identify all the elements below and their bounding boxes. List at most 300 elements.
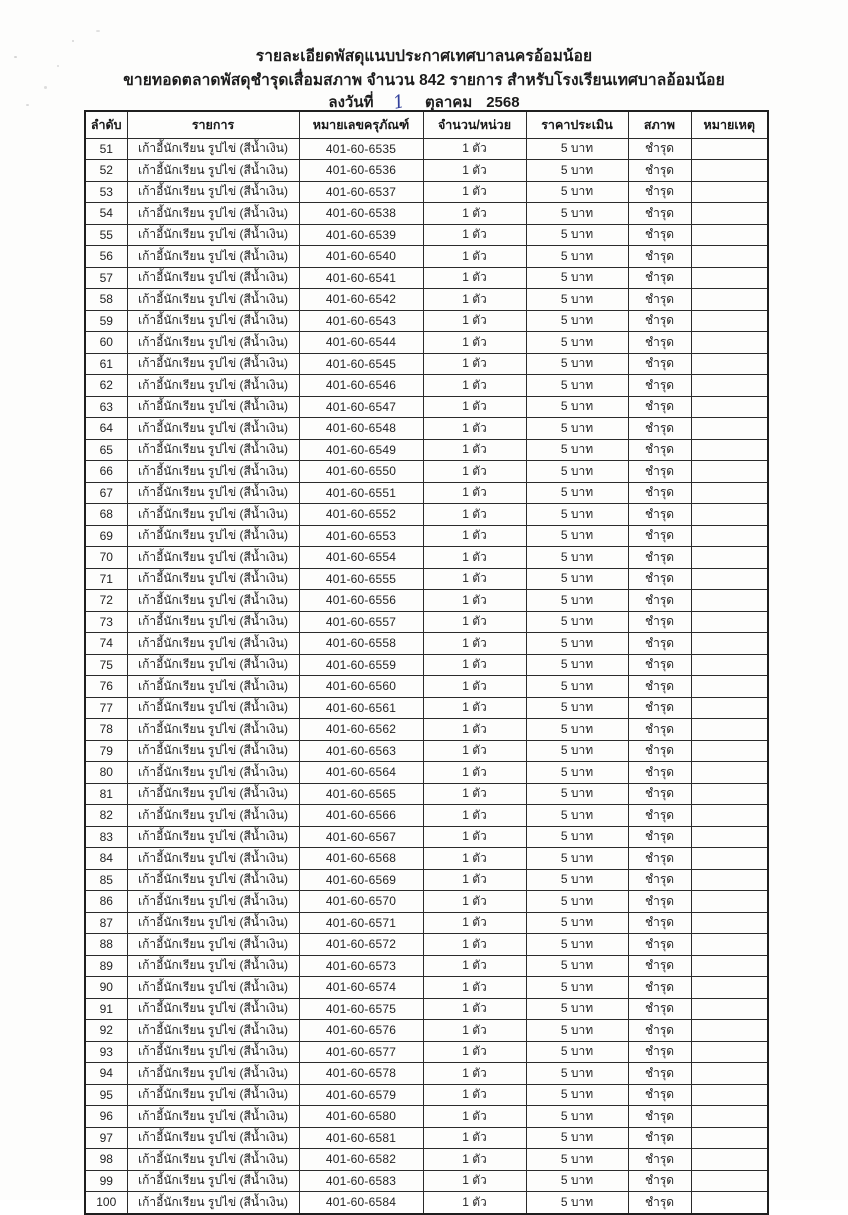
cell-row-number: 57 [85,267,127,289]
cell-asset-number: 401-60-6581 [299,1127,423,1149]
cell-condition: ชำรุด [628,1192,691,1214]
cell-item-name: เก้าอี้นักเรียน รูปไข่ (สีน้ำเงิน) [127,332,299,354]
cell-row-number: 74 [85,633,127,655]
cell-condition: ชำรุด [628,246,691,268]
cell-item-name: เก้าอี้นักเรียน รูปไข่ (สีน้ำเงิน) [127,1041,299,1063]
cell-row-number: 98 [85,1149,127,1171]
cell-price: 5 บาท [526,504,628,526]
cell-item-name: เก้าอี้นักเรียน รูปไข่ (สีน้ำเงิน) [127,719,299,741]
cell-item-name: เก้าอี้นักเรียน รูปไข่ (สีน้ำเงิน) [127,138,299,160]
table-row [85,1084,768,1106]
cell-note [691,611,768,633]
cell-asset-number: 401-60-6566 [299,805,423,827]
table-row [85,267,768,289]
cell-row-number: 76 [85,676,127,698]
cell-quantity: 1 ตัว [423,267,526,289]
cell-item-name: เก้าอี้นักเรียน รูปไข่ (สีน้ำเงิน) [127,461,299,483]
cell-asset-number: 401-60-6548 [299,418,423,440]
cell-price: 5 บาท [526,934,628,956]
cell-price: 5 บาท [526,654,628,676]
cell-quantity: 1 ตัว [423,654,526,676]
cell-item-name: เก้าอี้นักเรียน รูปไข่ (สีน้ำเงิน) [127,310,299,332]
table-row [85,504,768,526]
cell-note [691,1192,768,1214]
cell-quantity: 1 ตัว [423,310,526,332]
cell-quantity: 1 ตัว [423,740,526,762]
cell-quantity: 1 ตัว [423,590,526,612]
cell-note [691,267,768,289]
cell-condition: ชำรุด [628,762,691,784]
cell-row-number: 78 [85,719,127,741]
cell-note [691,805,768,827]
cell-quantity: 1 ตัว [423,1149,526,1171]
cell-row-number: 72 [85,590,127,612]
cell-note [691,934,768,956]
cell-row-number: 58 [85,289,127,311]
cell-item-name: เก้าอี้นักเรียน รูปไข่ (สีน้ำเงิน) [127,934,299,956]
cell-asset-number: 401-60-6561 [299,697,423,719]
cell-row-number: 62 [85,375,127,397]
table-row [85,719,768,741]
cell-condition: ชำรุด [628,353,691,375]
cell-note [691,912,768,934]
cell-quantity: 1 ตัว [423,719,526,741]
cell-quantity: 1 ตัว [423,1127,526,1149]
cell-note [691,783,768,805]
cell-condition: ชำรุด [628,977,691,999]
table-row [85,1041,768,1063]
cell-row-number: 89 [85,955,127,977]
table-row [85,160,768,182]
cell-row-number: 66 [85,461,127,483]
table-row [85,289,768,311]
cell-price: 5 บาท [526,396,628,418]
cell-price: 5 บาท [526,891,628,913]
cell-note [691,1106,768,1128]
cell-quantity: 1 ตัว [423,1106,526,1128]
cell-item-name: เก้าอี้นักเรียน รูปไข่ (สีน้ำเงิน) [127,783,299,805]
table-row [85,869,768,891]
cell-price: 5 บาท [526,482,628,504]
table-row [85,246,768,268]
date-label: ลงวันที่ [328,94,374,111]
cell-note [691,418,768,440]
cell-condition: ชำรุด [628,1170,691,1192]
cell-quantity: 1 ตัว [423,1063,526,1085]
cell-item-name: เก้าอี้นักเรียน รูปไข่ (สีน้ำเงิน) [127,633,299,655]
cell-note [691,676,768,698]
cell-item-name: เก้าอี้นักเรียน รูปไข่ (สีน้ำเงิน) [127,697,299,719]
cell-asset-number: 401-60-6560 [299,676,423,698]
cell-price: 5 บาท [526,1192,628,1214]
cell-quantity: 1 ตัว [423,396,526,418]
cell-row-number: 94 [85,1063,127,1085]
cell-quantity: 1 ตัว [423,482,526,504]
table-row [85,912,768,934]
cell-item-name: เก้าอี้นักเรียน รูปไข่ (สีน้ำเงิน) [127,848,299,870]
cell-price: 5 บาท [526,633,628,655]
cell-condition: ชำรุด [628,1106,691,1128]
cell-row-number: 59 [85,310,127,332]
cell-row-number: 93 [85,1041,127,1063]
cell-price: 5 บาท [526,826,628,848]
cell-row-number: 86 [85,891,127,913]
cell-note [691,1041,768,1063]
cell-item-name: เก้าอี้นักเรียน รูปไข่ (สีน้ำเงิน) [127,160,299,182]
cell-asset-number: 401-60-6553 [299,525,423,547]
cell-asset-number: 401-60-6549 [299,439,423,461]
cell-condition: ชำรุด [628,912,691,934]
cell-row-number: 79 [85,740,127,762]
cell-asset-number: 401-60-6535 [299,138,423,160]
table-row [85,633,768,655]
cell-note [691,525,768,547]
cell-asset-number: 401-60-6565 [299,783,423,805]
handwritten-date-day: 1 [391,91,408,114]
table-row [85,418,768,440]
header-price: ราคาประเมิน [526,111,628,138]
cell-condition: ชำรุด [628,289,691,311]
cell-asset-number: 401-60-6568 [299,848,423,870]
cell-asset-number: 401-60-6538 [299,203,423,225]
cell-item-name: เก้าอี้นักเรียน รูปไข่ (สีน้ำเงิน) [127,654,299,676]
cell-quantity: 1 ตัว [423,332,526,354]
cell-row-number: 64 [85,418,127,440]
cell-quantity: 1 ตัว [423,955,526,977]
header-quantity: จำนวน/หน่วย [423,111,526,138]
cell-asset-number: 401-60-6554 [299,547,423,569]
cell-note [691,332,768,354]
cell-condition: ชำรุด [628,504,691,526]
cell-row-number: 90 [85,977,127,999]
cell-item-name: เก้าอี้นักเรียน รูปไข่ (สีน้ำเงิน) [127,611,299,633]
cell-quantity: 1 ตัว [423,826,526,848]
cell-item-name: เก้าอี้นักเรียน รูปไข่ (สีน้ำเงิน) [127,203,299,225]
cell-row-number: 92 [85,1020,127,1042]
table-row [85,375,768,397]
cell-row-number: 81 [85,783,127,805]
cell-note [691,396,768,418]
cell-condition: ชำรุด [628,654,691,676]
cell-item-name: เก้าอี้นักเรียน รูปไข่ (สีน้ำเงิน) [127,1063,299,1085]
cell-asset-number: 401-60-6567 [299,826,423,848]
cell-price: 5 บาท [526,138,628,160]
cell-note [691,740,768,762]
table-row [85,762,768,784]
cell-item-name: เก้าอี้นักเรียน รูปไข่ (สีน้ำเงิน) [127,1084,299,1106]
cell-price: 5 บาท [526,568,628,590]
cell-note [691,762,768,784]
cell-note [691,1170,768,1192]
cell-item-name: เก้าอี้นักเรียน รูปไข่ (สีน้ำเงิน) [127,977,299,999]
cell-price: 5 บาท [526,590,628,612]
cell-item-name: เก้าอี้นักเรียน รูปไข่ (สีน้ำเงิน) [127,375,299,397]
cell-note [691,848,768,870]
cell-row-number: 77 [85,697,127,719]
cell-price: 5 บาท [526,1063,628,1085]
cell-condition: ชำรุด [628,461,691,483]
table-row [85,590,768,612]
cell-row-number: 51 [85,138,127,160]
cell-asset-number: 401-60-6574 [299,977,423,999]
cell-price: 5 บาท [526,676,628,698]
cell-condition: ชำรุด [628,869,691,891]
cell-quantity: 1 ตัว [423,676,526,698]
table-row [85,332,768,354]
cell-quantity: 1 ตัว [423,1041,526,1063]
cell-quantity: 1 ตัว [423,547,526,569]
cell-asset-number: 401-60-6564 [299,762,423,784]
cell-quantity: 1 ตัว [423,633,526,655]
cell-price: 5 บาท [526,869,628,891]
header-condition: สภาพ [628,111,691,138]
cell-price: 5 บาท [526,1084,628,1106]
cell-condition: ชำรุด [628,697,691,719]
cell-condition: ชำรุด [628,805,691,827]
cell-quantity: 1 ตัว [423,934,526,956]
cell-quantity: 1 ตัว [423,461,526,483]
table-row [85,998,768,1020]
cell-item-name: เก้าอี้นักเรียน รูปไข่ (สีน้ำเงิน) [127,912,299,934]
table-row [85,697,768,719]
table-row [85,568,768,590]
cell-note [691,246,768,268]
cell-item-name: เก้าอี้นักเรียน รูปไข่ (สีน้ำเงิน) [127,1149,299,1171]
cell-price: 5 บาท [526,310,628,332]
table-row [85,439,768,461]
cell-price: 5 บาท [526,1170,628,1192]
cell-condition: ชำรุด [628,418,691,440]
table-row [85,310,768,332]
table-row [85,224,768,246]
table-row [85,783,768,805]
cell-quantity: 1 ตัว [423,203,526,225]
cell-condition: ชำรุด [628,955,691,977]
cell-quantity: 1 ตัว [423,504,526,526]
cell-asset-number: 401-60-6571 [299,912,423,934]
cell-price: 5 บาท [526,977,628,999]
cell-asset-number: 401-60-6573 [299,955,423,977]
cell-row-number: 68 [85,504,127,526]
cell-note [691,504,768,526]
cell-quantity: 1 ตัว [423,1084,526,1106]
cell-asset-number: 401-60-6536 [299,160,423,182]
cell-price: 5 บาท [526,912,628,934]
cell-price: 5 บาท [526,805,628,827]
cell-quantity: 1 ตัว [423,891,526,913]
cell-asset-number: 401-60-6550 [299,461,423,483]
cell-item-name: เก้าอี้นักเรียน รูปไข่ (สีน้ำเงิน) [127,676,299,698]
cell-quantity: 1 ตัว [423,697,526,719]
cell-condition: ชำรุด [628,439,691,461]
cell-condition: ชำรุด [628,547,691,569]
cell-asset-number: 401-60-6545 [299,353,423,375]
cell-condition: ชำรุด [628,826,691,848]
cell-note [691,1149,768,1171]
inventory-table-header [85,111,768,138]
cell-note [691,1063,768,1085]
cell-note [691,1020,768,1042]
cell-row-number: 55 [85,224,127,246]
cell-condition: ชำรุด [628,611,691,633]
cell-row-number: 73 [85,611,127,633]
cell-item-name: เก้าอี้นักเรียน รูปไข่ (สีน้ำเงิน) [127,396,299,418]
cell-asset-number: 401-60-6572 [299,934,423,956]
table-row [85,955,768,977]
table-row [85,461,768,483]
header-row-number: ลำดับ [85,111,127,138]
table-row [85,1106,768,1128]
cell-row-number: 85 [85,869,127,891]
cell-row-number: 91 [85,998,127,1020]
cell-row-number: 99 [85,1170,127,1192]
cell-row-number: 65 [85,439,127,461]
table-row [85,891,768,913]
cell-quantity: 1 ตัว [423,912,526,934]
cell-item-name: เก้าอี้นักเรียน รูปไข่ (สีน้ำเงิน) [127,1192,299,1214]
cell-condition: ชำรุด [628,1149,691,1171]
cell-price: 5 บาท [526,1041,628,1063]
table-row [85,1149,768,1171]
cell-price: 5 บาท [526,160,628,182]
cell-quantity: 1 ตัว [423,353,526,375]
cell-quantity: 1 ตัว [423,1170,526,1192]
cell-row-number: 60 [85,332,127,354]
cell-item-name: เก้าอี้นักเรียน รูปไข่ (สีน้ำเงิน) [127,547,299,569]
cell-price: 5 บาท [526,181,628,203]
table-row [85,396,768,418]
cell-asset-number: 401-60-6575 [299,998,423,1020]
table-row [85,654,768,676]
cell-condition: ชำรุด [628,203,691,225]
cell-condition: ชำรุด [628,1084,691,1106]
cell-item-name: เก้าอี้นักเรียน รูปไข่ (สีน้ำเงิน) [127,289,299,311]
cell-asset-number: 401-60-6577 [299,1041,423,1063]
cell-condition: ชำรุด [628,848,691,870]
cell-asset-number: 401-60-6579 [299,1084,423,1106]
cell-item-name: เก้าอี้นักเรียน รูปไข่ (สีน้ำเงิน) [127,353,299,375]
cell-asset-number: 401-60-6563 [299,740,423,762]
table-row [85,740,768,762]
cell-row-number: 75 [85,654,127,676]
cell-condition: ชำรุด [628,783,691,805]
cell-price: 5 บาท [526,375,628,397]
cell-condition: ชำรุด [628,676,691,698]
cell-note [691,1084,768,1106]
cell-quantity: 1 ตัว [423,525,526,547]
cell-asset-number: 401-60-6555 [299,568,423,590]
cell-item-name: เก้าอี้นักเรียน รูปไข่ (สีน้ำเงิน) [127,267,299,289]
cell-price: 5 บาท [526,267,628,289]
cell-asset-number: 401-60-6583 [299,1170,423,1192]
scan-noise [72,40,74,42]
cell-price: 5 บาท [526,353,628,375]
cell-asset-number: 401-60-6539 [299,224,423,246]
cell-asset-number: 401-60-6547 [299,396,423,418]
cell-row-number: 88 [85,934,127,956]
cell-condition: ชำรุด [628,160,691,182]
date-year: 2568 [486,94,520,111]
table-row [85,138,768,160]
cell-asset-number: 401-60-6558 [299,633,423,655]
cell-price: 5 บาท [526,246,628,268]
cell-row-number: 56 [85,246,127,268]
cell-quantity: 1 ตัว [423,762,526,784]
cell-quantity: 1 ตัว [423,418,526,440]
table-row [85,611,768,633]
cell-price: 5 บาท [526,224,628,246]
cell-price: 5 บาท [526,611,628,633]
cell-note [691,203,768,225]
cell-note [691,955,768,977]
cell-asset-number: 401-60-6570 [299,891,423,913]
cell-item-name: เก้าอี้นักเรียน รูปไข่ (สีน้ำเงิน) [127,826,299,848]
cell-condition: ชำรุด [628,568,691,590]
cell-note [691,482,768,504]
cell-asset-number: 401-60-6556 [299,590,423,612]
table-row [85,676,768,698]
cell-note [691,375,768,397]
cell-condition: ชำรุด [628,719,691,741]
cell-condition: ชำรุด [628,138,691,160]
cell-price: 5 บาท [526,461,628,483]
cell-asset-number: 401-60-6562 [299,719,423,741]
cell-asset-number: 401-60-6537 [299,181,423,203]
cell-note [691,869,768,891]
table-row [85,525,768,547]
scan-noise [96,30,100,32]
cell-item-name: เก้าอี้นักเรียน รูปไข่ (สีน้ำเงิน) [127,955,299,977]
cell-asset-number: 401-60-6582 [299,1149,423,1171]
cell-row-number: 96 [85,1106,127,1128]
cell-row-number: 100 [85,1192,127,1214]
document-subtitle: ขายทอดตลาดพัสดุชำรุดเสื่อมสภาพ จำนวน 842 รายการ สำหรับโรงเรียนเทศบาลอ้อมน้อย [123,72,725,89]
inventory-table [84,110,769,1215]
cell-note [691,719,768,741]
cell-item-name: เก้าอี้นักเรียน รูปไข่ (สีน้ำเงิน) [127,504,299,526]
table-row [85,1127,768,1149]
cell-condition: ชำรุด [628,740,691,762]
cell-condition: ชำรุด [628,267,691,289]
cell-item-name: เก้าอี้นักเรียน รูปไข่ (สีน้ำเงิน) [127,246,299,268]
cell-price: 5 บาท [526,762,628,784]
cell-quantity: 1 ตัว [423,783,526,805]
cell-row-number: 69 [85,525,127,547]
cell-row-number: 84 [85,848,127,870]
table-row [85,1020,768,1042]
cell-condition: ชำรุด [628,224,691,246]
cell-condition: ชำรุด [628,525,691,547]
cell-quantity: 1 ตัว [423,611,526,633]
cell-note [691,977,768,999]
cell-row-number: 63 [85,396,127,418]
cell-asset-number: 401-60-6580 [299,1106,423,1128]
cell-price: 5 บาท [526,547,628,569]
cell-note [691,654,768,676]
cell-item-name: เก้าอี้นักเรียน รูปไข่ (สีน้ำเงิน) [127,1127,299,1149]
cell-note [691,138,768,160]
cell-quantity: 1 ตัว [423,246,526,268]
cell-price: 5 บาท [526,332,628,354]
cell-quantity: 1 ตัว [423,181,526,203]
cell-quantity: 1 ตัว [423,848,526,870]
cell-quantity: 1 ตัว [423,224,526,246]
cell-condition: ชำรุด [628,310,691,332]
cell-quantity: 1 ตัว [423,439,526,461]
cell-row-number: 52 [85,160,127,182]
table-row [85,547,768,569]
cell-row-number: 70 [85,547,127,569]
